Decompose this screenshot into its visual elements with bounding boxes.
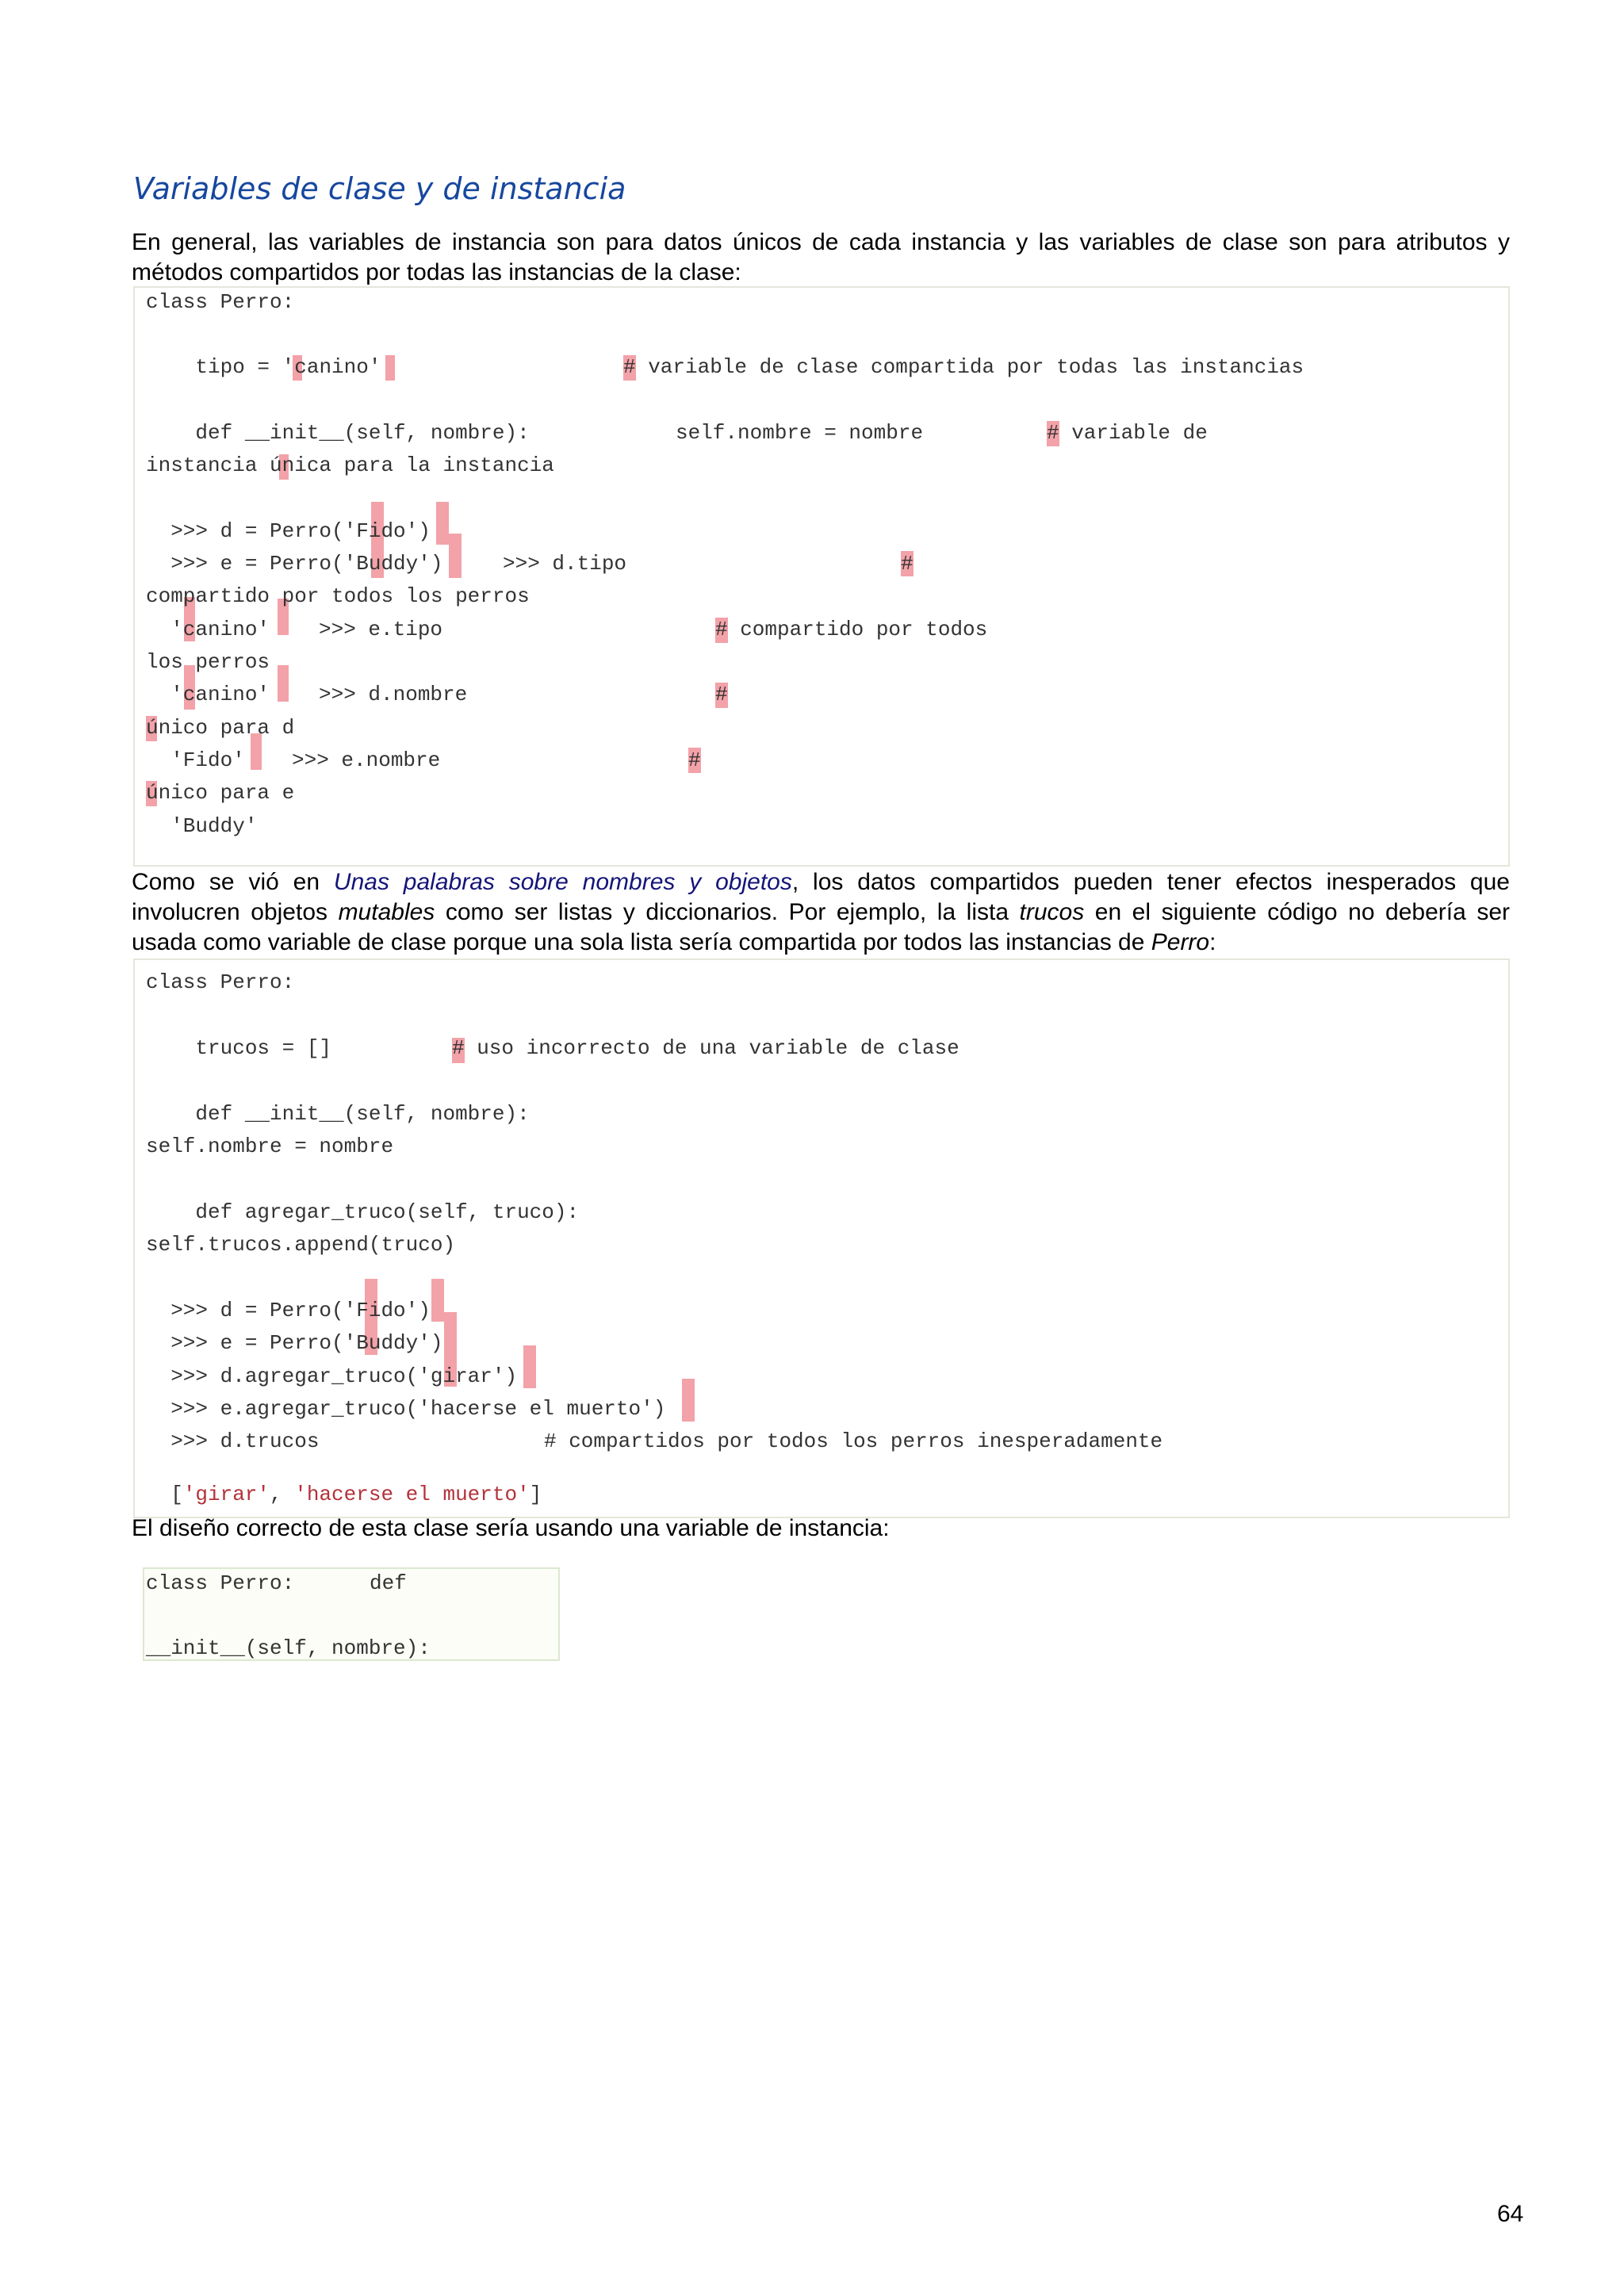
code-comment: # compartido por todos bbox=[715, 618, 988, 641]
code-block-class-variables bbox=[133, 286, 1510, 867]
code-line: >>> e = Perro('Buddy') bbox=[146, 1331, 443, 1355]
code-line: >>> d.tipo bbox=[503, 552, 627, 576]
code-line: los perros bbox=[146, 650, 270, 674]
section-heading: Variables de clase y de instancia bbox=[133, 171, 626, 206]
code-line: único para d bbox=[146, 716, 295, 740]
intro-line-2: métodos compartidos por todas las instancias de la clase: bbox=[132, 259, 741, 285]
code-line: def bbox=[370, 1571, 407, 1595]
code-line: self.nombre = nombre bbox=[146, 1135, 394, 1158]
code-comment: # variable de bbox=[1047, 421, 1208, 445]
closing-line: El diseño correcto de esta clase sería usando una variable de instancia: bbox=[132, 1515, 890, 1541]
code-comment: # uso incorrecto de una variable de clase bbox=[452, 1036, 959, 1060]
code-comment: # compartidos por todos los perros inesperadamente bbox=[544, 1429, 1163, 1453]
code-line: tipo = 'canino' bbox=[146, 355, 381, 379]
code-line: 'Fido' bbox=[146, 748, 245, 772]
code-block-mutable-class-variable bbox=[133, 959, 1510, 1518]
code-block-instance-design bbox=[143, 1567, 560, 1661]
code-line: único para e bbox=[146, 781, 295, 805]
intro-paragraph bbox=[132, 228, 1510, 288]
code-line: >>> e.tipo bbox=[319, 618, 443, 641]
code-output: ['girar', 'hacerse el muerto'] bbox=[146, 1483, 542, 1506]
code-comment: # bbox=[901, 552, 914, 576]
intro-line-1: En general, las variables de instancia son para datos únicos de cada instancia y las variables de clase son para atributos y bbox=[132, 229, 1510, 255]
link-unas-palabras[interactable]: Unas palabras sobre nombres y objetos bbox=[333, 869, 792, 895]
middle-paragraph bbox=[132, 867, 1510, 958]
closing-paragraph bbox=[132, 1513, 1510, 1544]
code-line: 'canino' bbox=[146, 683, 270, 706]
code-line: 'canino' bbox=[146, 618, 270, 641]
code-line: >>> e.agregar_truco('hacerse el muerto') bbox=[146, 1397, 666, 1421]
code-line: self.nombre = nombre bbox=[676, 421, 924, 445]
page-number: 64 bbox=[1497, 2201, 1524, 2227]
code-line: instancia única para la instancia bbox=[146, 453, 554, 477]
middle-line-1: Como se vió en Unas palabras sobre nombres y objetos, los datos compartidos pueden tener efectos inesperados que bbox=[132, 869, 1510, 895]
code-comment: # variable de clase compartida por todas las instancias bbox=[623, 355, 1304, 379]
code-line: class Perro: bbox=[146, 290, 295, 314]
code-line: >>> d.nombre bbox=[319, 683, 468, 706]
code-line: >>> e = Perro('Buddy') bbox=[146, 552, 443, 576]
code-line: self.trucos.append(truco) bbox=[146, 1233, 456, 1257]
code-line: def agregar_truco(self, truco): bbox=[146, 1200, 580, 1224]
code-line: def __init__(self, nombre): bbox=[146, 1102, 530, 1126]
code-line: >>> d = Perro('Fido') bbox=[146, 519, 431, 543]
code-comment: # bbox=[715, 683, 728, 706]
code-comment: # bbox=[688, 748, 701, 772]
code-line: >>> e.nombre bbox=[292, 748, 441, 772]
code-line: class Perro: bbox=[146, 1571, 295, 1595]
code-line: def __init__(self, nombre): bbox=[146, 421, 530, 445]
code-line: >>> d.agregar_truco('girar') bbox=[146, 1364, 518, 1388]
code-line: trucos = [] bbox=[146, 1036, 332, 1060]
code-line: compartido por todos los perros bbox=[146, 584, 530, 608]
middle-line-2: involucren objetos mutables como ser listas y diccionarios. Por ejemplo, la lista trucos en el siguiente código no debería ser bbox=[132, 899, 1510, 925]
middle-line-3: usada como variable de clase porque una sola lista sería compartida por todos las instancias de Perro: bbox=[132, 929, 1216, 955]
code-line: class Perro: bbox=[146, 970, 295, 994]
code-line: >>> d = Perro('Fido') bbox=[146, 1299, 431, 1322]
code-line: >>> d.trucos bbox=[146, 1429, 320, 1453]
code-line: 'Buddy' bbox=[146, 814, 258, 838]
code-line: __init__(self, nombre): bbox=[146, 1636, 431, 1660]
